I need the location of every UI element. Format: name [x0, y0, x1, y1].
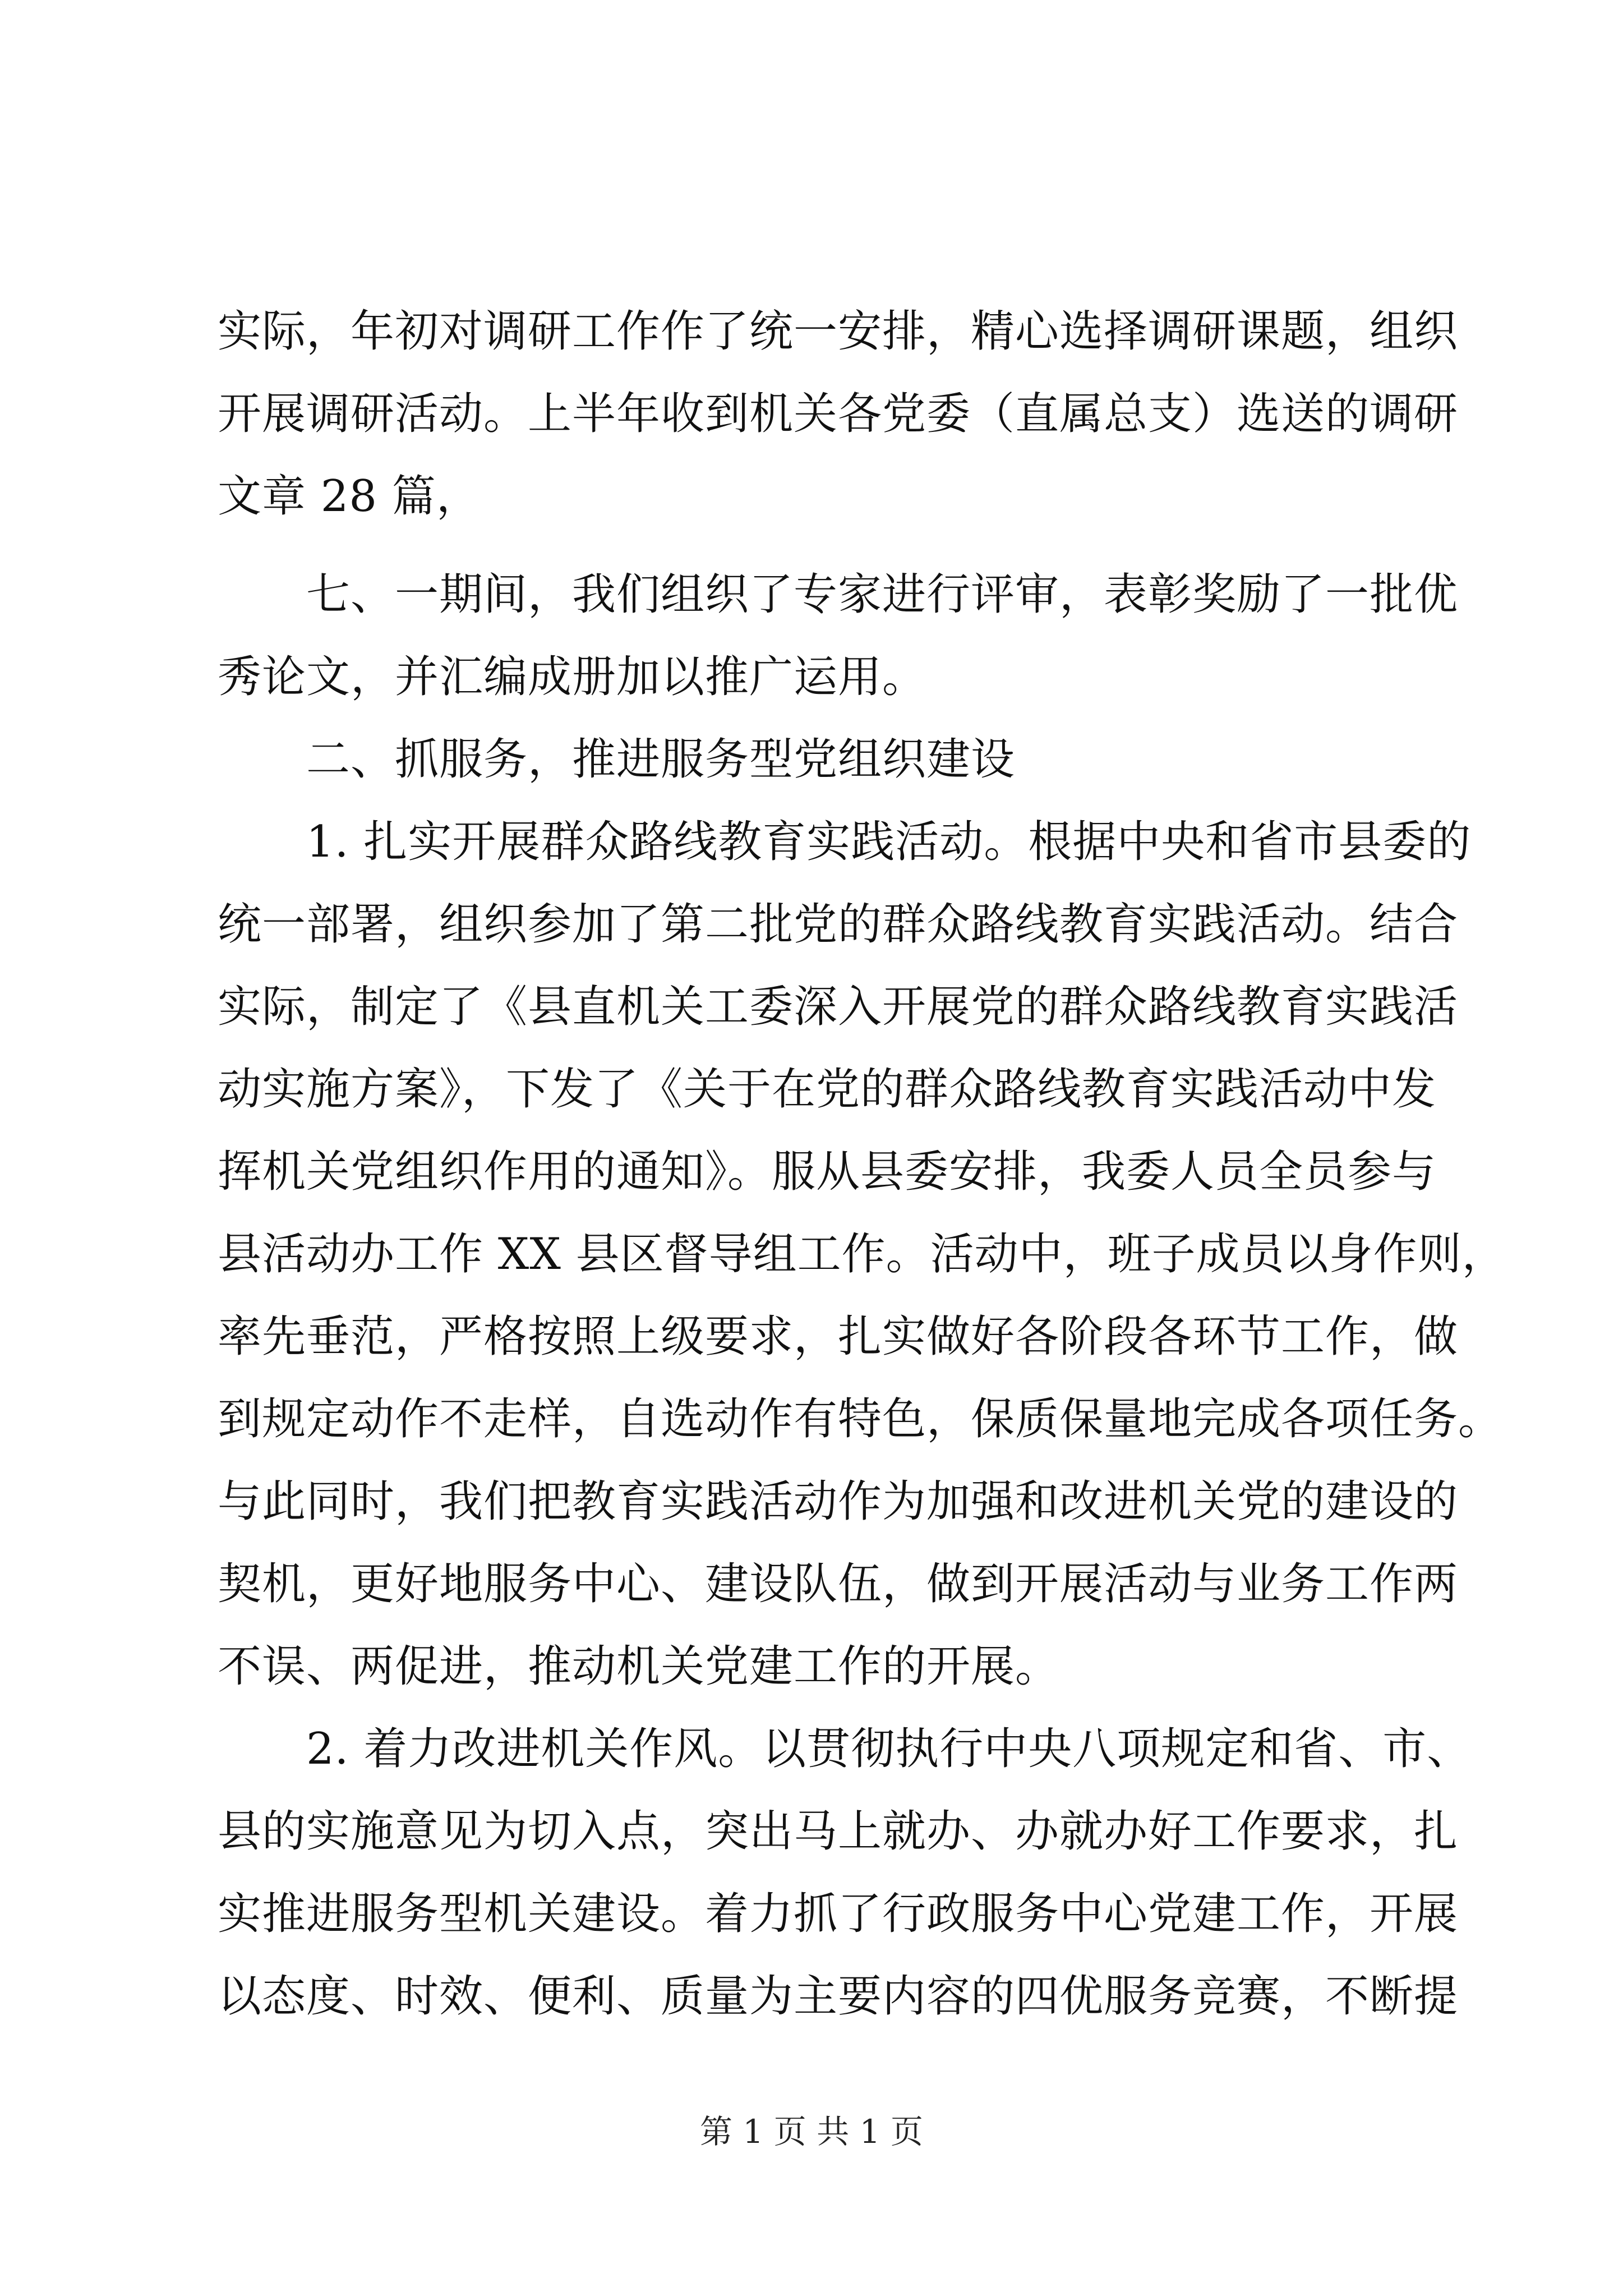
text-line: 到规定动作不走样，自选动作有特色，保质保量地完成各项任务。 [218, 1394, 1503, 1444]
text-line: 文章 28 篇， [218, 471, 481, 522]
text-line: 实际，年初对调研工作作了统一安排，精心选择调研课题，组织 [218, 306, 1459, 357]
text-line: 以态度、时效、便利、质量为主要内容的四优服务竞赛，不断提 [218, 1971, 1459, 2022]
text-line: 秀论文，并汇编成册加以推广运用。 [218, 652, 927, 702]
document-body [218, 291, 1506, 2038]
page-footer [0, 2109, 1623, 2154]
paragraph-first-line: 1. 扎实开展群众路线教育实践活动。根据中央和省市县委的 [306, 817, 1472, 867]
text-line: 与此同时，我们把教育实践活动作为加强和改进机关党的建设的 [218, 1476, 1459, 1527]
page-number-label: 第 1 页 共 1 页 [700, 2113, 923, 2151]
text-line: 实推进服务型机关建设。着力抓了行政服务中心党建工作，开展 [218, 1889, 1459, 1939]
text-line: 不误、两促进，推动机关党建工作的开展。 [218, 1641, 1060, 1692]
text-line: 县活动办工作 XX 县区督导组工作。活动中，班子成员以身作则， [218, 1229, 1506, 1280]
text-line: 县的实施意见为切入点，突出马上就办、办就办好工作要求，扎 [218, 1806, 1459, 1857]
section-heading: 二、抓服务，推进服务型党组织建设 [306, 734, 1016, 785]
text-line: 契机，更好地服务中心、建设队伍，做到开展活动与业务工作两 [218, 1559, 1459, 1609]
paragraph-first-line: 七、一期间，我们组织了专家进行评审，表彰奖励了一批优 [306, 569, 1459, 620]
text-line: 实际，制定了《县直机关工委深入开展党的群众路线教育实践活 [218, 982, 1459, 1032]
text-line: 开展调研活动。上半年收到机关各党委（直属总支）选送的调研 [218, 389, 1459, 439]
paragraph-first-line: 2. 着力改进机关作风。以贯彻执行中央八项规定和省、市、 [306, 1724, 1472, 1774]
text-line: 率先垂范，严格按照上级要求，扎实做好各阶段各环节工作，做 [218, 1312, 1459, 1362]
text-line: 挥机关党组织作用的通知》。服从县委安排，我委人员全员参与 [218, 1147, 1437, 1197]
text-line: 统一部署，组织参加了第二批党的群众路线教育实践活动。结合 [218, 899, 1459, 950]
text-line: 动实施方案》，下发了《关于在党的群众路线教育实践活动中发 [218, 1064, 1437, 1115]
